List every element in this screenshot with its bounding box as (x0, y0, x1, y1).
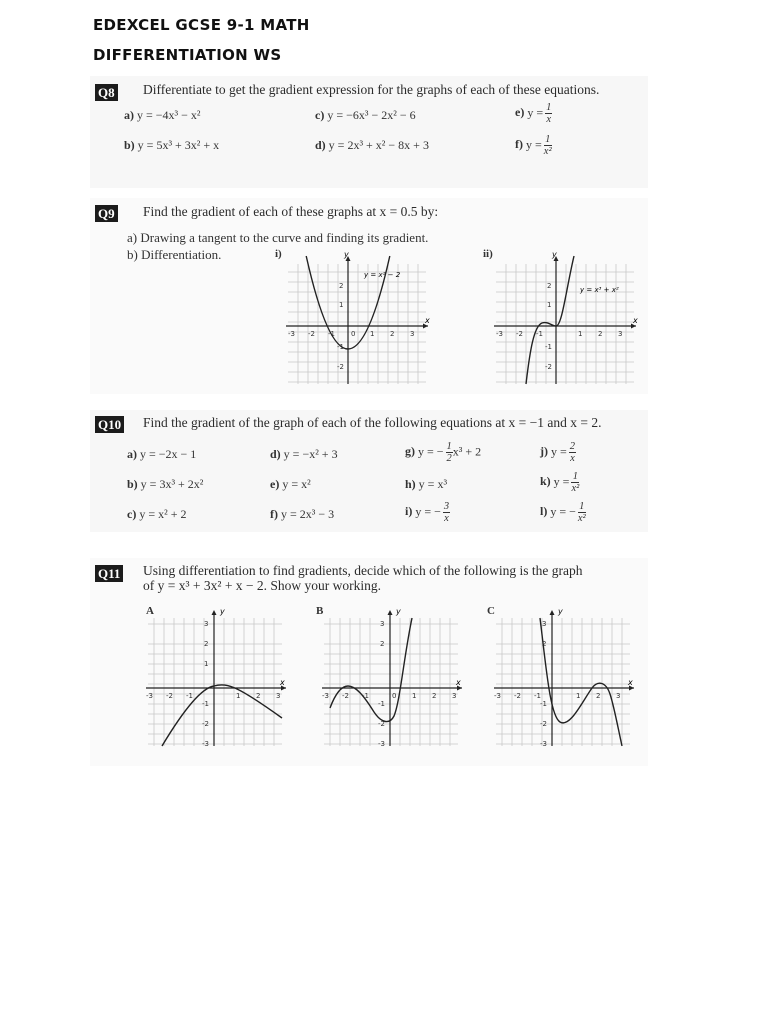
q10-item-l: l) y = − $\frac{1}{\text{x²}}$ (540, 501, 586, 524)
svg-text:2: 2 (596, 692, 601, 700)
q9-part-b: b) Differentiation. (127, 247, 222, 262)
q9-graph-ii (490, 250, 642, 390)
svg-text:2: 2 (390, 330, 395, 338)
svg-text:1: 1 (204, 660, 209, 668)
svg-text:-2: -2 (378, 720, 385, 728)
q8-item-c: c) y = −6x³ − 2x² − 6 (315, 108, 416, 122)
svg-text:1: 1 (576, 692, 581, 700)
q8-instruction: Differentiate to get the gradient expression for the graphs of each of these equations. (143, 82, 600, 97)
svg-text:-2: -2 (545, 363, 552, 371)
svg-text:-1: -1 (328, 330, 335, 338)
svg-text:-2: -2 (202, 720, 209, 728)
q10-item-c: c) y = x² + 2 (127, 507, 187, 521)
svg-text:-1: -1 (534, 692, 541, 700)
svg-text:1: 1 (578, 330, 583, 338)
svg-text:0: 0 (392, 692, 397, 700)
svg-text:-3: -3 (146, 692, 153, 700)
worksheet-subtitle: DIFFERENTIATION WS (93, 46, 282, 64)
svg-text:-1: -1 (202, 700, 209, 708)
q10-instruction: Find the gradient of the graph of each of the following equations at x = −1 and x = 2. (143, 415, 602, 430)
q8-badge: Q8 (95, 84, 118, 101)
svg-text:3: 3 (616, 692, 621, 700)
svg-text:2: 2 (256, 692, 261, 700)
x-axis-label: x (425, 316, 430, 325)
q10-item-h: h) y = x³ (405, 477, 448, 491)
svg-text:-2: -2 (166, 692, 173, 700)
q9-part-a: a) Drawing a tangent to the curve and finding its gradient. (127, 230, 429, 245)
svg-text:2: 2 (542, 640, 547, 648)
svg-text:1: 1 (412, 692, 417, 700)
svg-text:y: y (220, 607, 225, 616)
svg-text:y: y (552, 250, 557, 259)
svg-text:3: 3 (380, 620, 385, 628)
svg-text:1: 1 (236, 692, 241, 700)
svg-text:1: 1 (370, 330, 375, 338)
svg-text:y: y (396, 607, 401, 616)
svg-text:-3: -3 (202, 740, 209, 748)
q11-badge: Q11 (95, 565, 123, 582)
q11-graph-c (488, 606, 638, 750)
svg-text:-3: -3 (322, 692, 329, 700)
svg-text:3: 3 (452, 692, 457, 700)
svg-text:2: 2 (547, 282, 552, 290)
q10-badge: Q10 (95, 416, 124, 433)
svg-text:-3: -3 (378, 740, 385, 748)
svg-text:x: x (628, 678, 633, 687)
q9-graph-i (282, 250, 434, 390)
q11-instruction-line2: of y = x³ + 3x² + x − 2. Show your working. (143, 578, 382, 593)
svg-text:-1: -1 (362, 692, 369, 700)
svg-text:-3: -3 (288, 330, 295, 338)
svg-text:x: x (280, 678, 285, 687)
q9-graph-ii-label: ii) (483, 248, 493, 260)
q11-graph-b (316, 606, 466, 750)
svg-text:-2: -2 (516, 330, 523, 338)
q10-item-d: d) y = −x² + 3 (270, 447, 338, 461)
svg-text:2: 2 (204, 640, 209, 648)
q8-item-b: b) y = 5x³ + 3x² + x (124, 138, 220, 152)
svg-text:-3: -3 (540, 740, 547, 748)
svg-text:3: 3 (276, 692, 281, 700)
q11-graph-a (140, 606, 290, 750)
q8-item-d: d) y = 2x³ + x² − 8x + 3 (315, 138, 429, 152)
q8-item-e: e) y = $\frac{1}{x}$ (515, 102, 552, 125)
svg-text:-1: -1 (536, 330, 543, 338)
q9-badge: Q9 (95, 205, 118, 222)
svg-text:3: 3 (204, 620, 209, 628)
q11-instruction-line1: Using differentiation to find gradients, decide which of the following is the graph (143, 563, 583, 578)
svg-text:x: x (456, 678, 461, 687)
q11-graph-a-label: A (146, 605, 154, 617)
svg-text:0: 0 (351, 330, 356, 338)
q10-item-a: a) y = −2x − 1 (127, 447, 197, 461)
svg-text:3: 3 (618, 330, 623, 338)
worksheet-title: EDEXCEL GCSE 9-1 MATH (93, 16, 310, 34)
q10-item-g: g) y = − $\frac{1}{2}$ x³ + 2 (405, 441, 482, 464)
svg-text:2: 2 (380, 640, 385, 648)
graph-i-equation: y = x² − 2 (364, 271, 401, 279)
q11-graph-c-label: C (487, 605, 495, 617)
q11-graph-b-label: B (316, 605, 324, 617)
q8-item-f: f) y = $\frac{1}{\text{x²}}$ (515, 134, 552, 157)
q9-instruction: Find the gradient of each of these graphs at x = 0.5 by: (143, 204, 439, 219)
svg-text:2: 2 (339, 282, 344, 290)
q10-item-i: i) y = − $\frac{3}{x}$ (405, 501, 450, 524)
q8-item-a: a) y = −4x³ − x² (124, 108, 201, 122)
svg-text:-2: -2 (540, 720, 547, 728)
svg-text:-3: -3 (494, 692, 501, 700)
svg-text:3: 3 (410, 330, 415, 338)
svg-text:2: 2 (432, 692, 437, 700)
graph-ii-equation: y = x³ + x² (580, 286, 619, 294)
svg-text:-2: -2 (308, 330, 315, 338)
q10-item-j: j) y = $\frac{2}{x}$ (540, 441, 576, 464)
svg-text:-2: -2 (342, 692, 349, 700)
svg-text:-1: -1 (186, 692, 193, 700)
q10-item-k: k) y = $\frac{1}{\text{x²}}$ (540, 471, 580, 494)
svg-text:-1: -1 (337, 343, 344, 351)
svg-text:-1: -1 (378, 700, 385, 708)
y-axis-label: y (344, 250, 349, 259)
svg-text:y: y (558, 607, 563, 616)
svg-text:-1: -1 (545, 343, 552, 351)
q9-graph-i-label: i) (275, 248, 282, 260)
svg-text:-2: -2 (514, 692, 521, 700)
svg-text:-3: -3 (496, 330, 503, 338)
q10-item-b: b) y = 3x³ + 2x² (127, 477, 204, 491)
svg-text:2: 2 (598, 330, 603, 338)
svg-text:3: 3 (542, 620, 547, 628)
svg-text:-2: -2 (337, 363, 344, 371)
svg-text:-1: -1 (540, 700, 547, 708)
svg-text:1: 1 (339, 301, 344, 309)
q10-item-e: e) y = x² (270, 477, 311, 491)
svg-text:x: x (633, 316, 638, 325)
q10-item-f: f) y = 2x³ − 3 (270, 507, 335, 521)
svg-text:1: 1 (547, 301, 552, 309)
